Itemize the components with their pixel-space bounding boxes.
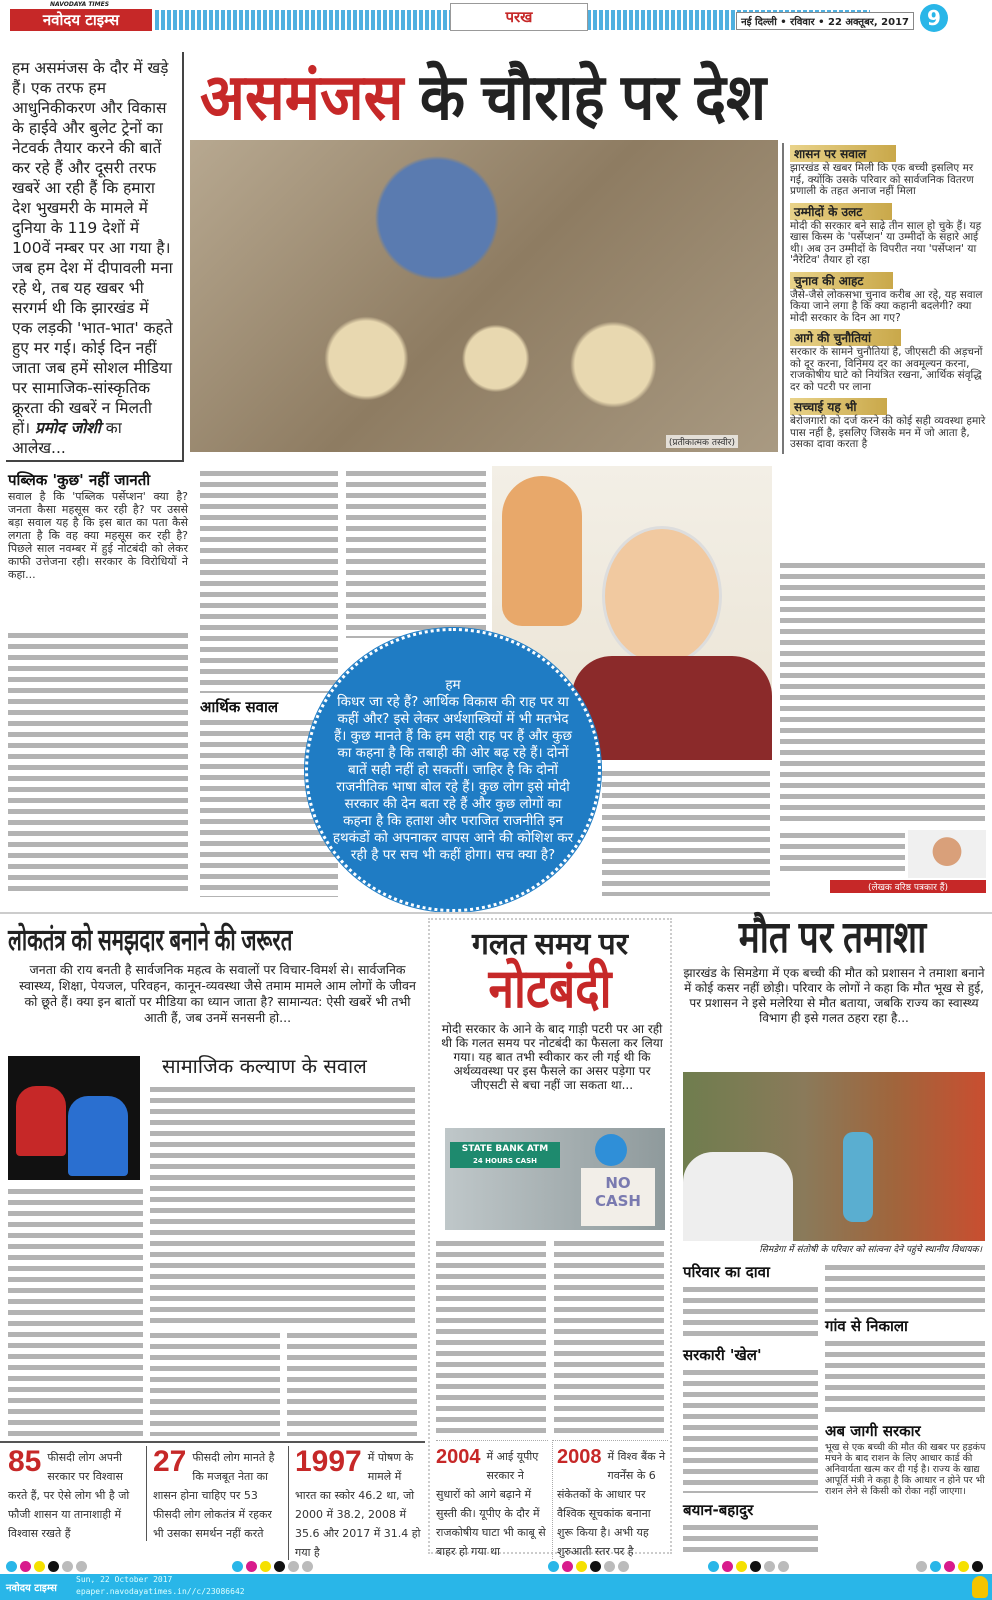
lead-sidebar [782,143,989,454]
brand-logo: नवोदय टाइम्स [10,9,152,31]
callout-circle [305,628,601,912]
death-deck: झारखंड के सिमडेगा में एक बच्ची की मौत को प्रशासन ने तमाशा बनाने में कोई कसर नहीं छोड़ी। परिवार के लोगों ने कहा कि मौत भूख से हुई, पर प्रशासन ने इसे मलेरिया से मौत बताया, जबकि राज्य का स्वास्थ्य विभाग ही इसे गलत ठहरा रहा है... [683,966,985,1025]
men-in-white [683,1152,793,1242]
page-number: 9 [920,4,948,32]
lead-intro: हम असमंजस के दौर में खड़े हैं। एक तरफ हम आधुनिकीकरण और विकास के हाईवे और बुलेट ट्रेनों का नेटवर्क तैयार करने की बातें कर रहे हैं और दूसरी तरफ खबरें आ रही हैं कि हमारा देश भुखमरी के मामले में दुनिया के 119 देशों में 100वें नम्बर पर आ गया है। जब हम देश में दीपावली मना रहे थे, तब यह खबर भी सरगर्म थी कि झारखंड में एक लड़की 'भात-भात' कहते हुए मर गई। कोई दिन नहीं जाता जब हमें सोशल मीडिया पर सामाजिक-सांस्कृतिक क्रूरता की खबरें न मिलती हों। [12,59,173,437]
headline-black: के चौराहे पर देश [419,61,767,133]
sidebar-title: उम्मीदों के उलट [790,203,892,220]
stat-2004 [436,1440,548,1559]
brand-small: NAVODAYA TIMES [50,1,110,8]
sidebar-title: चुनाव की आहट [790,272,893,289]
masthead [0,0,992,36]
col2-subhead: आर्थिक सवाल [200,698,279,716]
article-body-lines [602,768,770,896]
sidebar-item [790,396,989,451]
owl-mascot-icon [972,1576,988,1598]
family-photo [683,1072,985,1256]
registration-dots [708,1561,789,1572]
article-body-lines [683,1522,818,1552]
registration-dots [6,1561,87,1572]
stat-text: में आई यूपीए सरकार ने सुधारों को आगे बढ़ाने में सुस्ती की। यूपीए के दौर में राजकोषीय घाटा भी काबू से बाहर हो गया था [436,1450,546,1558]
sidebar-item [790,201,989,267]
article-body-lines [200,468,338,693]
article-body-lines [8,630,188,892]
article-body-lines [436,1238,546,1434]
article-body-lines [825,1262,985,1312]
footer-date: Sun, 22 October 2017 [76,1575,173,1584]
footer-url[interactable]: epaper.navodayatimes.in//c/23086642 [76,1587,245,1596]
hands-red [16,1086,66,1156]
article-body-lines [683,1367,818,1493]
author-photo [908,830,986,878]
hands-blue [68,1096,128,1176]
sidebar-title: शासन पर सवाल [790,145,896,162]
stat-2008 [552,1440,668,1559]
stat-27 [146,1446,284,1541]
sidebar-text: बेरोजगारी को दर्ज करने की कोई सही व्यवस्था हमारे पास नहीं है, इसलिए जिसके मन में जो आता है, उसका दावा करता है [790,415,986,450]
lead-author-suffix: का आलेख... [12,419,122,457]
atm-sign-text: STATE BANK ATM [461,1144,549,1154]
children-eating-photo [190,140,778,452]
article-body-lines [346,468,486,638]
demonetisation-headline-top: गलत समय पर [472,928,628,961]
atm-sign [450,1142,560,1168]
sidebar-text: सरकार के सामने चुनौतियां है, जीएसटी की अड़चनों को दूर करना, विनिमय दर का अवमूल्यन करना, राजकोषीय घाटे को नियंत्रित रखना, आर्थिक संवृद्धि दर को पटरी पर लाना [790,346,983,393]
stat-text: में विश्व बैंक ने गवर्नेंस के 6 संकेतकों के आधार पर वैश्विक सूचकांक बनाना शुरू किया है। अभी यह शुरुआती स्तर पर है [557,1450,666,1558]
article-body-lines [8,1186,143,1436]
democracy-subhead: सामाजिक कल्याण के सवाल [162,1054,367,1078]
sidebar-text: मोदी की सरकार बने साढ़े तीन साल हो चुके हैं। यह खास किस्म के 'पर्सेप्शन' या उम्मीदों के सहारे आई थी। अब उन उम्मीदों के विपरीत नया 'पर्सेप्शन' या 'नैरेटिव' तैयार हो रहा [790,219,982,266]
sidebar-text: झारखंड से खबर मिली कि एक बच्ची इसलिए मर गई, क्योंकि उसके परिवार को सार्वजनिक वितरण प्रणाली के तहत अनाज नहीं मिला [790,162,974,197]
sidebar-item [790,327,989,393]
atm-sign-sub: 24 HOURS CASH [473,1157,537,1165]
author-caption: (लेखक वरिष्ठ पत्रकार हैं) [830,880,986,893]
stat-85 [8,1446,140,1541]
demonetisation-deck: मोदी सरकार के आने के बाद गाड़ी पटरी पर आ रही थी कि गलत समय पर नोटबंदी का फैसला कर लिया गया। यह बात तभी स्वीकार कर ली गई थी कि अर्थव्यवस्था पर इस फैसले का असर पड़ेगा पर जीएसटी से बचा नहीं जा सकता था... [441,1022,663,1092]
lead-headline [200,58,766,136]
stat-text: फीसदी लोग अपनी सरकार पर विश्वास करते हैं, पर ऐसे लोग भी है जो फौजी शासन या तानाशाही में विश्वास रखते हैं [8,1451,130,1540]
article-body-lines [683,1284,818,1340]
death-last-para: भूख से एक बच्ची की मौत की खबर पर हड़कंप मचने के बाद राशन के लिए आधार कार्ड की अनिवार्यता खत्म कर दी गई है। राज्य के खाद्य आपूर्ति मंत्री ने कहा है कि आधार न होने पर भी राशन लेने से किसी को रोका नहीं जाएगा। [825,1442,986,1497]
stat-1997 [288,1446,425,1560]
stat-number: 1997 [295,1445,362,1478]
article-body-lines [780,560,985,825]
vest [572,656,772,760]
footer-brand: नवोदय टाइम्स [6,1583,57,1594]
sidebar-title: सच्चाई यह भी [790,398,887,415]
photo-caption: सिमडेगा में संतोषी के परिवार को सांत्वना देने पहुंचे स्थानीय विधायक। [683,1241,985,1256]
atm-photo [445,1128,665,1230]
registration-dots [916,1561,983,1572]
stat-number: 27 [153,1445,187,1478]
demonetisation-headline-red: नोटबंदी [488,959,612,1019]
sidebar-item [790,143,989,198]
subhead-statements: बयान-बहादुर [683,1501,754,1519]
lead-author: प्रमोद जोशी [35,419,101,437]
registration-dots [232,1561,313,1572]
sidebar-item [790,270,989,325]
raised-hand [502,476,582,626]
headline-red: असमंजस [200,61,404,133]
no-cash-sign: NO CASH [581,1168,655,1226]
article-body-lines [150,1084,415,1324]
democracy-headline: लोकतंत्र को समझदार बनाने की जरूरत [8,924,293,957]
photo-caption: (प्रतीकात्मक तस्वीर) [666,435,738,448]
death-headline: मौत पर तमाशा [738,913,927,962]
article-body-lines [780,830,905,875]
stat-number: 85 [8,1445,42,1478]
section-tab: परख [450,3,588,31]
subhead-govt-game: सरकारी 'खेल' [683,1346,762,1364]
article-body-lines [150,1330,280,1436]
stat-number: 2004 [436,1446,481,1468]
stat-text: में पोषण के मामले में भारत का स्कोर 46.2 था, जो 2000 में 38.2, 2008 में 35.6 और 2017 में 31.4 हो गया है [295,1451,421,1559]
face [602,526,722,666]
dateline: नई दिल्ली • रविवार • 22 अक्तूबर, 2017 [736,12,914,30]
sbi-logo [595,1134,627,1166]
article-body-lines [554,1238,664,1434]
democracy-deck: जनता की राय बनती है सार्वजनिक महत्व के सवालों पर विचार-विमर्श से। सार्वजनिक स्वास्थ्य, शिक्षा, पेयजल, परिवहन, कानून-व्यवस्था जैसे तमाम मामले आम लोगों के जीवन को छूते हैं। क्या इन बातों पर मीडिया का ध्यान जाता है? सामान्यत: ऐसी खबरें भी तभी आती हैं, जब उनमें सनसनी हो... [19,962,416,1025]
sidebar-title: आगे की चुनौतियां [790,329,901,346]
sidebar-text: जैसे-जैसे लोकसभा चुनाव करीब आ रहे, यह सवाल किया जाने लगा है कि क्या कहानी बदलेगी? क्या मोदी सरकार के दिन आ गए? [790,288,983,324]
raised-hands-image [8,1056,140,1180]
article-body-lines [287,1330,417,1436]
epaper-footer [0,1574,992,1600]
subhead-govt-awake: अब जागी सरकार [825,1422,921,1440]
subhead-family-claim: परिवार का दावा [683,1263,770,1281]
stat-number: 2008 [557,1446,602,1468]
col1-text: सवाल है कि 'पब्लिक पर्सेप्शन' क्या है? जनता कैसा महसूस कर रही है? पर उससे बड़ा सवाल यह है कि इस बात का पता कैसे लगता है कि वह क्या महसूस कर रही है? पिछले साल नवम्बर में हुई नोटबंदी को लेकर काफी उत्तेजना रही। सरकार के विरोधियों ने कहा... [8,490,188,581]
lead-intro-box [6,52,184,462]
stat-text: फीसदी लोग मानते है कि मजबूत नेता का शासन होना चाहिए पर 53 फीसदी लोग लोकतंत्र में रहकर भी उसका समर्थन नहीं करते [153,1451,275,1540]
article-body-lines [825,1338,985,1416]
registration-dots [548,1561,629,1572]
col1-title: पब्लिक 'कुछ' नहीं जानती [8,471,151,489]
callout-text: हम किधर जा रहे हैं? आर्थिक विकास की राह पर या कहीं और? इसे लेकर अर्थशास्त्रियों में भी मतभेद हैं। कुछ मानते हैं कि हम सही राह पर हैं और कुछ का कहना है कि तबाही की ओर बढ़ रहे हैं। दोनों बातें सही नहीं हो सकतीं। जाहिर है कि दोनों राजनीतिक भाषा बोल रहे हैं। कुछ लोग इसे मोदी सरकार की देन बता रहे हैं और कुछ लोगों का कहना है कि हताश और पराजित राजनीति इन हथकंडों को अपनाकर वापस आने की कोशिश कर रही है पर सच भी कहीं होगा। सच क्या है? [332,676,574,863]
girl-in-blue [843,1132,873,1222]
stats-divider [0,1441,425,1443]
subhead-expelled: गांव से निकाला [825,1317,908,1335]
